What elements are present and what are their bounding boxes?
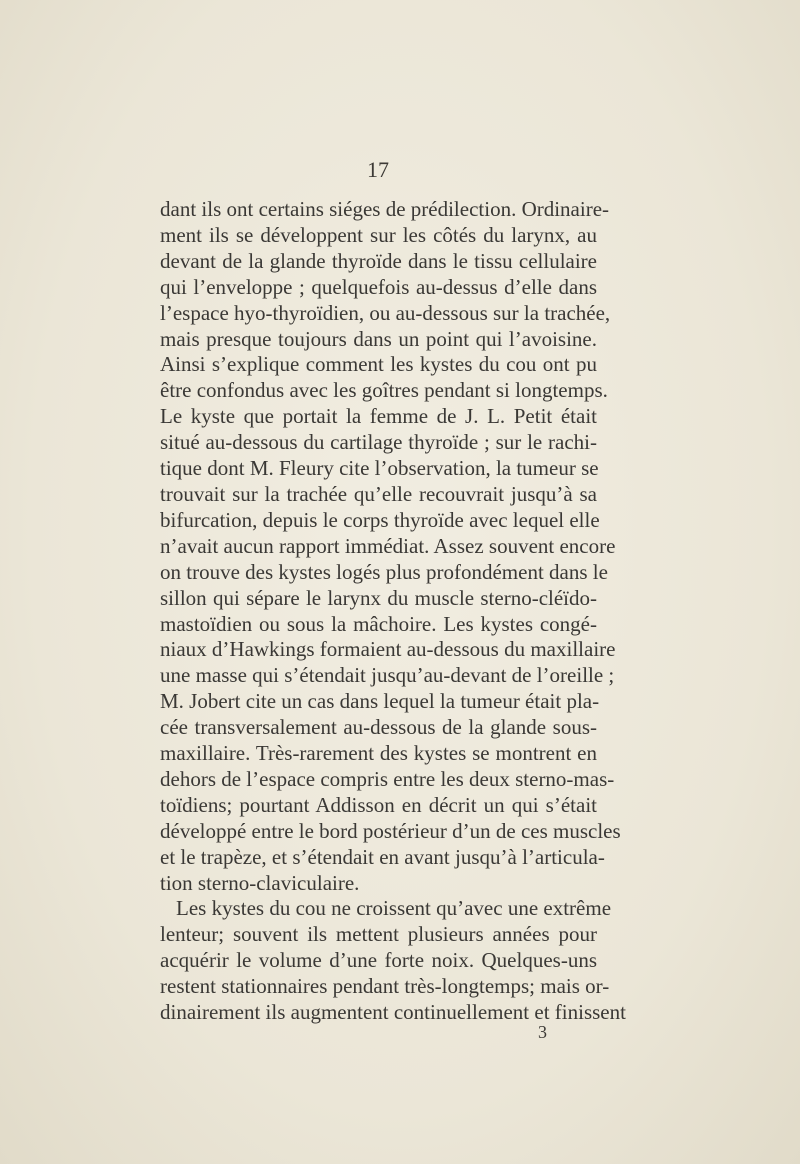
text-line: niaux d’Hawkings formaient au-dessous du maxillaire (160, 637, 616, 662)
text-line: restent stationnaires pendant très-longtemps; mais or- (160, 974, 610, 999)
paragraph-2 (160, 896, 626, 1026)
text-line: situé au-dessous du cartilage thyroïde ; sur le rachi- (160, 430, 597, 455)
text-line: M. Jobert cite un cas dans lequel la tumeur était pla- (160, 689, 600, 714)
text-line: toïdiens; pourtant Addisson en décrit un qui s’était (160, 792, 597, 817)
text-line: dinairement ils augmentent continuellement et finissent (160, 1000, 626, 1025)
text-line: qui l’enveloppe ; quelquefois au-dessus d’elle dans (160, 274, 597, 299)
text-line: tique dont M. Fleury cite l’observation, la tumeur se (160, 456, 599, 481)
paragraph-1 (160, 197, 621, 896)
text-line: dehors de l’espace compris entre les deux sterno-mas- (160, 766, 615, 791)
text-line: lenteur; souvent ils mettent plusieurs années pour (160, 922, 597, 947)
body-text (160, 197, 626, 1026)
text-line: maxillaire. Très-rarement des kystes se montrent en (160, 741, 597, 766)
text-line: cée transversalement au-dessous de la glande sous- (160, 715, 597, 740)
text-line: n’avait aucun rapport immédiat. Assez souvent encore (160, 533, 616, 558)
text-line: on trouve des kystes logés plus profondément dans le (160, 559, 608, 584)
text-line: devant de la glande thyroïde dans le tissu cellulaire (160, 248, 597, 273)
text-line: acquérir le volume d’une forte noix. Quelques-uns (160, 948, 597, 973)
text-line: Les kystes du cou ne croissent qu’avec une extrême (176, 896, 612, 921)
text-line: trouvait sur la trachée qu’elle recouvrait jusqu’à sa (160, 481, 597, 506)
text-line: ment ils se développent sur les côtés du larynx, au (160, 222, 597, 247)
text-line: développé entre le bord postérieur d’un de ces muscles (160, 818, 621, 843)
text-line: sillon qui sépare le larynx du muscle sterno-cléïdo- (160, 585, 597, 610)
text-line: une masse qui s’étendait jusqu’au-devant de l’oreille ; (160, 663, 615, 688)
signature-mark: 3 (538, 1022, 547, 1042)
page-number: 17 (367, 157, 389, 182)
text-line: être confondus avec les goîtres pendant si longtemps. (160, 378, 608, 403)
text-line: bifurcation, depuis le corps thyroïde avec lequel elle (160, 507, 600, 532)
text-line: dant ils ont certains siéges de prédilection. Ordinaire- (160, 197, 610, 221)
text-line: Ainsi s’explique comment les kystes du cou ont pu (160, 352, 597, 377)
text-line: tion sterno-claviculaire. (160, 870, 360, 895)
text-line: et le trapèze, et s’étendait en avant jusqu’à l’articula- (160, 844, 605, 869)
text-line: Le kyste que portait la femme de J. L. Petit était (160, 404, 597, 429)
text-line: l’espace hyo-thyroïdien, ou au-dessous sur la trachée, (160, 300, 611, 325)
text-line: mais presque toujours dans un point qui l’avoisine. (160, 326, 597, 351)
text-line: mastoïdien ou sous la mâchoire. Les kystes congé- (160, 611, 597, 636)
